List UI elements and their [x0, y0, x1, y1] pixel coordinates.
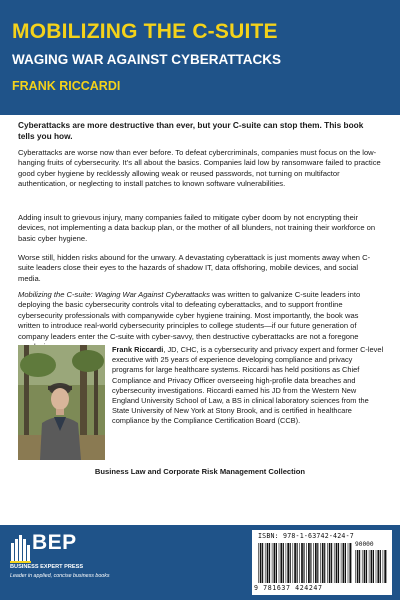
barcode-bar: [276, 543, 277, 583]
barcode-bar: [324, 543, 325, 583]
author-photo-illustration: [18, 345, 105, 460]
author-name: FRANK RICCARDI: [12, 79, 121, 93]
author-photo: [18, 345, 105, 460]
barcode-bar: [294, 543, 296, 583]
author-bio: [112, 345, 384, 427]
barcode-bar: [384, 550, 386, 583]
bookshelf-icon: [10, 533, 32, 563]
barcode-bar: [308, 543, 310, 583]
blurb-paragraph-4-text: was written to galvanize C-suite leaders into deploying the basic cybersecurity controls vital to defeating cyberattacks, and to support frontline cybersecurity professionals with companywide cyber hygiene training. Most importantly, the book was written to introduce real-world cybersecurity principles to college students—if our future generation of company leaders enter the C-suite with cyber-savvy, then destructive cyberattacks are not a foregone: [18, 290, 361, 341]
barcode-bar: [377, 550, 379, 583]
barcode-bar: [343, 543, 345, 583]
barcode-bar: [293, 543, 294, 583]
barcode-bar: [310, 543, 311, 583]
book-subtitle: WAGING WAR AGAINST CYBERATTACKS: [12, 52, 281, 67]
barcode-bar: [331, 543, 332, 583]
barcode-bar: [383, 550, 384, 583]
lead-paragraph: Cyberattacks are more destructive than ever, but your C-suite can stop them. This book tells you how.: [18, 120, 364, 141]
barcode-bar: [269, 543, 270, 583]
bio-text: , JD, CHC, is a cybersecurity and privacy expert and former C-level executive with 25 years of experience developing compliance and privacy programs for large healthcare systems. Riccardi has held positions as Chief Compliance and Privacy Officer overseeing high-profile data breaches and cybersecurity investigations. Riccardi earned his JD from the Western New England University School of Law, a BS in clinical laboratory sciences from the State University of New York at Stony Brook, and is certified in healthcare compliance by the Compliance Certification Board (CCB).: [112, 345, 384, 426]
barcode-bar: [287, 543, 289, 583]
barcode-bar: [279, 543, 280, 583]
barcode-bar: [313, 543, 314, 583]
bio-author-name: Frank Riccardi: [112, 345, 164, 354]
blurb-paragraph-1: Cyberattacks are worse now than ever before. To defeat cybercriminals, companies must focus on the low-hanging fruits of cybersecurity. It’s all about the basics. Companies laid low by ransomware failed to practice good cyber hygiene by recklessly allowing weak or reused passwords, not turning on multifactor authentication, or neglecting to install patches to known software vulnerabilities.: [18, 148, 381, 189]
cover-footer: [0, 525, 400, 600]
barcode-bar: [371, 550, 373, 583]
barcode-bar: [364, 550, 366, 583]
barcode-addon: [355, 550, 387, 583]
blurb-paragraph-4: [18, 290, 382, 352]
publisher-tagline: Leader in applied, concise business books: [10, 573, 110, 579]
blurb-paragraph-2: Adding insult to grievous injury, many companies failed to mitigate cyber doom by not encrypting their devices, not implementing a data backup plan, or the mother of all blunders, not training their workforce on basic cyber hygiene.: [18, 213, 376, 243]
barcode-bar: [303, 543, 304, 583]
barcode-bar: [376, 550, 377, 583]
barcode-bar: [345, 543, 346, 583]
back-cover-panel: [0, 115, 400, 525]
barcode-bar: [338, 543, 339, 583]
barcode-bar: [357, 550, 359, 583]
publisher-name: BUSINESS EXPERT PRESS: [10, 564, 84, 570]
barcode-bar: [336, 543, 338, 583]
barcode-bar: [320, 543, 321, 583]
barcode-bar: [260, 543, 262, 583]
barcode-bar: [334, 543, 335, 583]
book-title: MOBILIZING THE C-SUITE: [12, 20, 278, 43]
barcode-bar: [262, 543, 263, 583]
barcode-bar: [355, 550, 356, 583]
barcode-bar: [267, 543, 269, 583]
collection-name: Business Law and Corporate Risk Management Collection: [94, 467, 306, 476]
barcode-bar: [265, 543, 266, 583]
barcode-bar: [290, 543, 291, 583]
barcode-bar: [341, 543, 342, 583]
barcode-bar: [322, 543, 324, 583]
book-title-italic: Mobilizing the C-suite: Waging War Against Cyberattacks: [18, 290, 210, 299]
barcode-addon-number: 90000: [355, 541, 374, 548]
barcode-bar: [373, 550, 374, 583]
barcode-bar: [297, 543, 298, 583]
barcode-bar: [283, 543, 284, 583]
barcode-bar: [327, 543, 328, 583]
barcode-main: [258, 543, 352, 583]
barcode-bar: [315, 543, 317, 583]
cover-header: [0, 0, 400, 115]
barcode-bar: [362, 550, 363, 583]
barcode-bar: [274, 543, 276, 583]
barcode-bar: [301, 543, 303, 583]
barcode-bar: [348, 543, 349, 583]
barcode-bar: [369, 550, 370, 583]
barcode-bar: [329, 543, 331, 583]
isbn-text: ISBN: 978-1-63742-424-7: [258, 532, 354, 540]
barcode-bar: [280, 543, 282, 583]
barcode-bar: [380, 550, 381, 583]
barcode-bar: [317, 543, 318, 583]
barcode-panel: [252, 530, 392, 595]
barcode-bar: [349, 543, 351, 583]
barcode-bar: [258, 543, 259, 583]
blurb-paragraph-3: Worse still, hidden risks abound for the unwary. A devastating cyberattack is just moments away when C-suite leaders close their eyes to the hazards of shadow IT, data offshoring, mobile devices, and social media.: [18, 253, 371, 283]
publisher-logo-text: BEP: [32, 531, 77, 554]
barcode-bar: [299, 543, 300, 583]
barcode-bar: [286, 543, 287, 583]
barcode-bar: [306, 543, 307, 583]
barcode-number: 9 781637 424247: [254, 584, 323, 592]
barcode-bar: [366, 550, 367, 583]
publisher-logo: [10, 529, 120, 591]
barcode-bar: [272, 543, 273, 583]
barcode-bar: [359, 550, 360, 583]
